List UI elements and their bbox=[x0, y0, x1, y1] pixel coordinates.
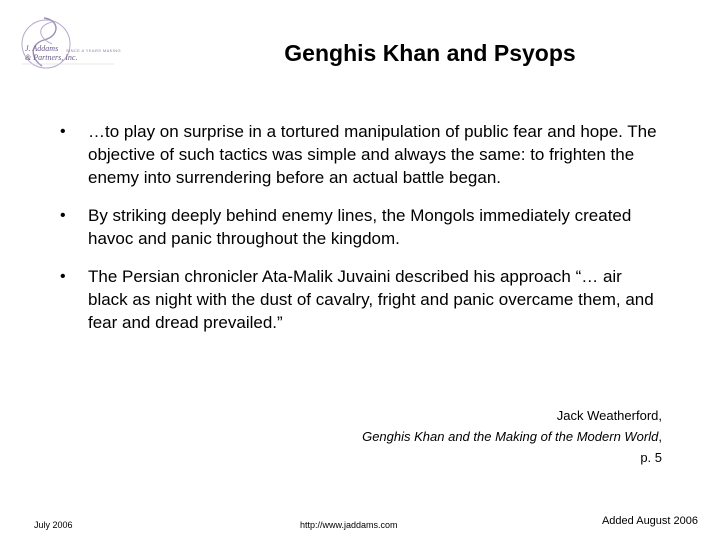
bullet-text: …to play on surprise in a tortured manipulation of public fear and hope. The objective of such tactics was simple and always the same: to frighten the enemy into surrendering before an actual battle began. bbox=[88, 122, 657, 187]
footer-date: July 2006 bbox=[34, 520, 73, 530]
bullet-marker: • bbox=[60, 123, 66, 140]
bullet-marker: • bbox=[60, 268, 66, 285]
slide-title: Genghis Khan and Psyops bbox=[284, 40, 576, 66]
bullet-item bbox=[56, 120, 666, 189]
bullet-item bbox=[56, 265, 666, 334]
citation-title: Genghis Khan and the Making of the Modern World bbox=[362, 429, 659, 444]
logo-name bbox=[25, 44, 77, 62]
footer-added: Added August 2006 bbox=[601, 515, 698, 527]
bullet-list bbox=[56, 120, 666, 349]
company-logo bbox=[8, 8, 120, 76]
bullet-text: The Persian chronicler Ata-Malik Juvaini described his approach “… air black as night with the dust of cavalry, fright and panic overcame them, and fear and dread prevailed.” bbox=[88, 267, 654, 332]
citation-page: p. 5 bbox=[640, 450, 662, 465]
footer-url: http://www.jaddams.com bbox=[300, 520, 398, 530]
bullet-item bbox=[56, 204, 666, 250]
citation-title-line bbox=[362, 426, 662, 447]
bullet-text: By striking deeply behind enemy lines, the Mongols immediately created havoc and panic throughout the kingdom. bbox=[88, 206, 632, 248]
citation-author: Jack Weatherford, bbox=[556, 408, 662, 423]
bullet-marker: • bbox=[60, 207, 66, 224]
logo-emblem bbox=[8, 8, 120, 76]
logo-name-line2: & Partners, Inc. bbox=[25, 53, 78, 62]
logo-tagline: SINCE A YEARS MAKING bbox=[66, 48, 122, 53]
citation bbox=[362, 405, 662, 468]
citation-title-suffix: , bbox=[658, 429, 662, 444]
logo-name-line1: J. Addams bbox=[25, 44, 59, 53]
